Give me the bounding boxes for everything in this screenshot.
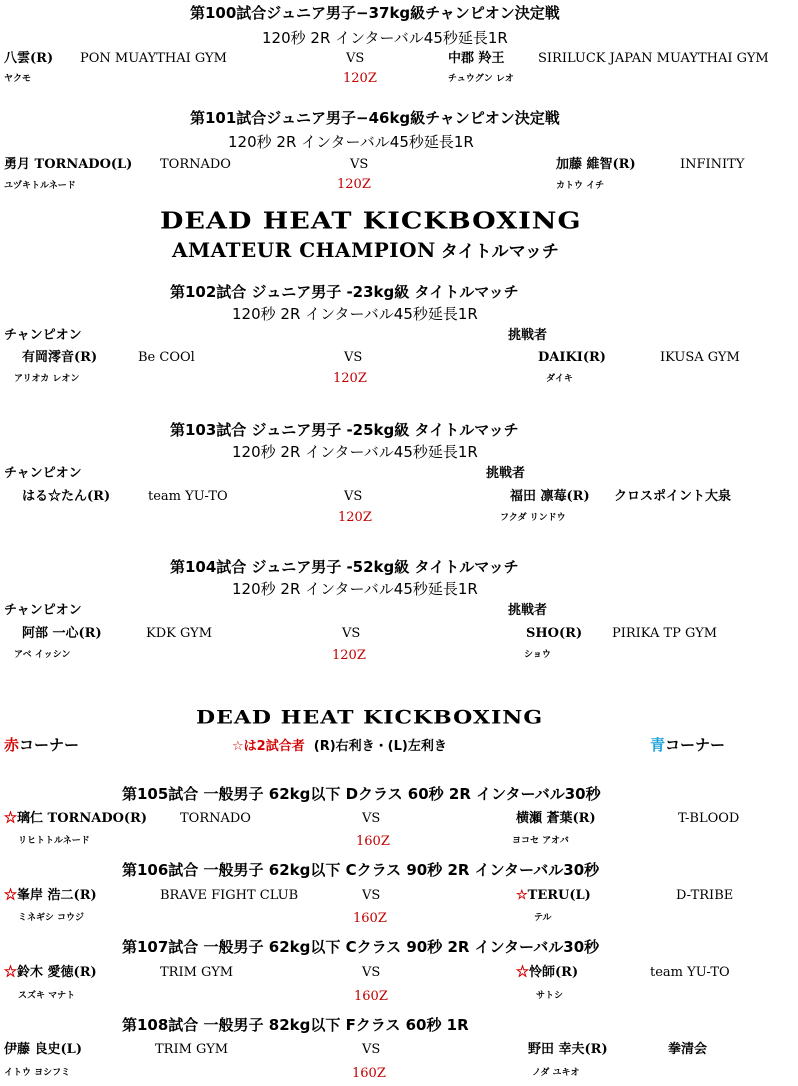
bout-100-red-fighter: 八雲(R) bbox=[4, 51, 54, 66]
bout-101-red-fighter: 勇月 TORNADO(L) bbox=[4, 157, 133, 172]
bout-105-title: 第105試合 一般男子 62kg以下 Dクラス 60秒 2R インターバル30秒 bbox=[122, 785, 601, 803]
bout-102-red-gym: Be COOl bbox=[138, 350, 195, 365]
bout-101-blue-gym: INFINITY bbox=[680, 157, 745, 172]
legend-star-note: ☆は2試合者 bbox=[232, 739, 305, 754]
bout-105-red-kana: リヒトトルネード bbox=[18, 836, 90, 846]
bout-106-blue-fighter bbox=[516, 889, 591, 902]
bout-100-weight: 120Z bbox=[343, 71, 377, 86]
bout-107-weight: 160Z bbox=[354, 989, 388, 1004]
bout-108-title: 第108試合 一般男子 82kg以下 Fクラス 60秒 1R bbox=[122, 1016, 469, 1034]
banner-dead-heat-kickboxing-2: DEAD HEAT KICKBOXING bbox=[196, 706, 544, 729]
bout-105-blue-kana: ヨコセ アオバ bbox=[512, 836, 569, 846]
bout-107-vs: VS bbox=[362, 965, 381, 980]
bout-106-red-kana: ミネギシ コウジ bbox=[18, 913, 85, 923]
bout-107-blue-kana: サトシ bbox=[536, 991, 564, 1001]
bout-104-weight: 120Z bbox=[332, 648, 366, 663]
bout-102-blue-kana: ダイキ bbox=[546, 374, 573, 384]
bout-103-challenger-label: 挑戦者 bbox=[486, 466, 526, 481]
bout-107-red-gym: TRIM GYM bbox=[160, 965, 234, 980]
bout-103-blue-gym: クロスポイント大泉 bbox=[614, 489, 732, 504]
bout-106-red-fighter-name: 峯岸 浩二(R) bbox=[17, 888, 97, 903]
amateur-champion-en: AMATEUR CHAMPION bbox=[172, 238, 436, 262]
bout-104-blue-fighter: SHO(R) bbox=[526, 626, 583, 641]
bout-104-rules: 120秒 2R インターバル45秒延長1R bbox=[232, 580, 478, 598]
bout-103-blue-fighter: 福田 凛莓(R) bbox=[510, 489, 590, 504]
bout-107-blue-fighter bbox=[516, 966, 578, 979]
bout-108-red-fighter: 伊藤 良史(L) bbox=[4, 1042, 82, 1057]
bout-107-red-fighter-name: 鈴木 愛徳(R) bbox=[17, 965, 97, 980]
banner-amateur-champion bbox=[172, 240, 559, 261]
bout-104-red-fighter: 阿部 一心(R) bbox=[22, 626, 102, 641]
bout-104-red-gym: KDK GYM bbox=[146, 626, 213, 641]
bout-105-vs: VS bbox=[362, 811, 381, 826]
bout-103-vs: VS bbox=[344, 489, 363, 504]
bout-107-title: 第107試合 一般男子 62kg以下 Cクラス 90秒 2R インターバル30秒 bbox=[122, 938, 600, 956]
bout-105-blue-gym: T-BLOOD bbox=[678, 811, 740, 826]
title-match-jp: タイトルマッチ bbox=[440, 242, 559, 262]
star-icon: ☆ bbox=[4, 965, 18, 980]
bout-108-vs: VS bbox=[362, 1042, 381, 1057]
bout-100-title: 第100試合ジュニア男子−37kg級チャンピオン決定戦 bbox=[190, 4, 560, 22]
bout-102-red-kana: アリオカ レオン bbox=[14, 374, 80, 384]
bout-101-vs: VS bbox=[350, 157, 369, 172]
bout-102-title: 第102試合 ジュニア男子 -23kg級 タイトルマッチ bbox=[170, 283, 519, 301]
bout-106-vs: VS bbox=[362, 888, 381, 903]
bout-100-blue-gym: SIRILUCK JAPAN MUAYTHAI GYM bbox=[538, 51, 769, 66]
bout-108-blue-gym: 拳清会 bbox=[668, 1042, 708, 1057]
bout-102-challenger-label: 挑戦者 bbox=[508, 328, 548, 343]
bout-100-blue-kana: チュウグン レオ bbox=[448, 74, 514, 84]
bout-102-vs: VS bbox=[344, 350, 363, 365]
bout-101-weight: 120Z bbox=[337, 177, 371, 192]
red-corner-kanji: 赤 bbox=[4, 736, 20, 754]
legend-handedness: (R)右利き・(L)左利き bbox=[313, 739, 447, 754]
bout-107-blue-gym: team YU-TO bbox=[650, 965, 730, 980]
bout-102-blue-fighter: DAIKI(R) bbox=[538, 350, 606, 365]
bout-103-red-fighter: はる☆たん(R) bbox=[22, 489, 111, 504]
bout-104-champion-label: チャンピオン bbox=[4, 603, 82, 618]
bout-104-red-kana: アベ イッシン bbox=[14, 650, 71, 660]
bout-100-red-kana: ヤクモ bbox=[4, 74, 32, 84]
bout-103-title: 第103試合 ジュニア男子 -25kg級 タイトルマッチ bbox=[170, 421, 519, 439]
star-icon: ☆ bbox=[516, 888, 528, 903]
bout-106-red-gym: BRAVE FIGHT CLUB bbox=[160, 888, 299, 903]
bout-101-rules: 120秒 2R インターバル45秒延長1R bbox=[228, 133, 474, 151]
bout-107-blue-fighter-name: 怜師(R) bbox=[529, 965, 579, 980]
red-corner-text: コーナー bbox=[19, 736, 80, 754]
star-icon: ☆ bbox=[4, 888, 18, 903]
bout-108-red-gym: TRIM GYM bbox=[155, 1042, 229, 1057]
bout-103-rules: 120秒 2R インターバル45秒延長1R bbox=[232, 443, 478, 461]
bout-101-blue-kana: カトウ イチ bbox=[556, 181, 605, 191]
bout-100-red-gym: PON MUAYTHAI GYM bbox=[80, 51, 227, 66]
bout-101-blue-fighter: 加藤 維智(R) bbox=[556, 157, 636, 172]
bout-105-weight: 160Z bbox=[356, 834, 390, 849]
bout-103-blue-kana: フクダ リンドウ bbox=[500, 513, 566, 523]
bout-105-blue-fighter: 横瀬 蒼葉(R) bbox=[516, 811, 596, 826]
bout-102-blue-gym: IKUSA GYM bbox=[660, 350, 740, 365]
bout-104-title: 第104試合 ジュニア男子 -52kg級 タイトルマッチ bbox=[170, 558, 519, 576]
bout-107-red-kana: スズキ マナト bbox=[18, 991, 76, 1001]
bout-106-red-fighter bbox=[4, 889, 97, 902]
legend-line bbox=[232, 740, 447, 753]
bout-104-vs: VS bbox=[342, 626, 361, 641]
bout-102-champion-label: チャンピオン bbox=[4, 328, 82, 343]
bout-105-red-fighter bbox=[4, 812, 147, 825]
star-icon: ☆ bbox=[4, 811, 18, 826]
bout-101-red-gym: TORNADO bbox=[160, 157, 231, 172]
bout-106-blue-gym: D-TRIBE bbox=[676, 888, 734, 903]
bout-108-weight: 160Z bbox=[352, 1066, 386, 1081]
bout-108-blue-kana: ノダ ユキオ bbox=[532, 1068, 580, 1078]
blue-corner-label bbox=[650, 738, 725, 753]
bout-104-blue-kana: ショウ bbox=[524, 650, 551, 660]
bout-102-red-fighter: 有岡澪音(R) bbox=[22, 350, 98, 365]
blue-corner-kanji: 青 bbox=[650, 736, 666, 754]
bout-106-weight: 160Z bbox=[353, 911, 387, 926]
bout-103-weight: 120Z bbox=[338, 510, 372, 525]
bout-100-vs: VS bbox=[346, 51, 365, 66]
bout-103-red-gym: team YU-TO bbox=[148, 489, 228, 504]
bout-102-weight: 120Z bbox=[333, 371, 367, 386]
bout-108-red-kana: イトウ ヨシフミ bbox=[4, 1068, 71, 1078]
banner-dead-heat-kickboxing: DEAD HEAT KICKBOXING bbox=[160, 208, 582, 235]
bout-104-challenger-label: 挑戦者 bbox=[508, 603, 548, 618]
bout-101-title: 第101試合ジュニア男子−46kg級チャンピオン決定戦 bbox=[190, 109, 560, 127]
bout-106-blue-fighter-name: TERU(L) bbox=[527, 888, 591, 903]
bout-106-blue-kana: テル bbox=[534, 913, 552, 923]
bout-108-blue-fighter: 野田 幸夫(R) bbox=[528, 1042, 608, 1057]
bout-100-rules: 120秒 2R インターバル45秒延長1R bbox=[262, 29, 508, 47]
bout-106-title: 第106試合 一般男子 62kg以下 Cクラス 90秒 2R インターバル30秒 bbox=[122, 861, 600, 879]
bout-107-red-fighter bbox=[4, 966, 97, 979]
red-corner-label bbox=[4, 738, 79, 753]
bout-103-champion-label: チャンピオン bbox=[4, 466, 82, 481]
star-icon: ☆ bbox=[516, 965, 530, 980]
bout-104-blue-gym: PIRIKA TP GYM bbox=[612, 626, 718, 641]
bout-100-blue-fighter: 中郡 羚王 bbox=[448, 51, 505, 66]
blue-corner-text: コーナー bbox=[665, 736, 726, 754]
bout-101-red-kana: ユヅキトルネード bbox=[4, 181, 76, 191]
bout-102-rules: 120秒 2R インターバル45秒延長1R bbox=[232, 305, 478, 323]
bout-105-red-fighter-name: 璃仁 TORNADO(R) bbox=[17, 811, 148, 826]
bout-105-red-gym: TORNADO bbox=[180, 811, 251, 826]
